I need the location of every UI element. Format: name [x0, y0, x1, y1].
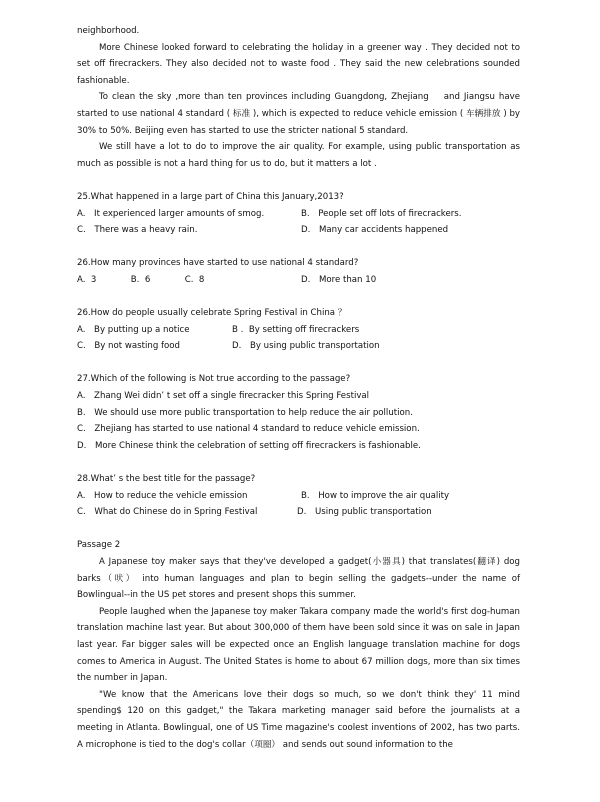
option: B. People set off lots of firecrackers.	[301, 208, 462, 219]
option: C. There was a heavy rain.	[77, 225, 198, 236]
option-row	[77, 338, 520, 355]
option-row	[77, 488, 520, 505]
option-row	[77, 322, 520, 339]
option: B . By setting off firecrackers	[232, 324, 360, 335]
question-stem: 26.How do people usually celebrate Spring Festival in China ？	[77, 308, 347, 319]
passage2-paragraph: "We know that the Americans love their dogs so much, so we don't think they' 11 mind spending$ 120 on this gadget," the Takara marketing manager said before the journalists at a meeting in Atlanta. Bowlingual, one of US Time magazine's coolest inventions of 2002, has two parts. A microphone is tied to the dog's collar（项圈） and sends out sound information to the	[77, 689, 520, 750]
option: C. By not wasting food	[77, 341, 181, 352]
passage1-paragraph: We still have a lot to do to improve the air quality. For example, using public transportation as much as possible is not a hard thing for us to do, but it matters a lot .	[77, 142, 520, 169]
option: B. How to improve the air quality	[301, 490, 450, 501]
option: A. 3 B. 6 C. 8	[77, 274, 205, 285]
option-line: D. More Chinese think the celebration of setting off firecrackers is fashionable.	[77, 440, 421, 451]
option-row	[77, 222, 520, 239]
question-stem: 27.Which of the following is Not true according to the passage?	[77, 374, 351, 385]
passage2-paragraph: A Japanese toy maker says that they've developed a gadget(小器具) that translates(翻译) dog barks（吠） into human languages and plan to begin selling the gadgets--under the name of Bowlingual--in the US pet stores and present shops this summer.	[77, 557, 520, 601]
option-line: A. Zhang Wei didn’ t set off a single firecracker this Spring Festival	[77, 391, 370, 402]
passage1-lead: neighborhood.	[77, 26, 140, 36]
option: D. Many car accidents happened	[301, 225, 449, 236]
passage1-paragraph: To clean the sky ,more than ten provinces including Guangdong, Zhejiang and Jiangsu have started to use national 4 standard ( 标准 ), which is expected to reduce vehicle emission ( 车辆排放 ) by 30% to 50%. Beijing even has started to use the stricter national 5 standard.	[77, 92, 520, 136]
option: A. It experienced larger amounts of smog.	[77, 208, 265, 219]
option: D. By using public transportation	[232, 341, 380, 352]
passage2-paragraph: People laughed when the Japanese toy maker Takara company made the world's first dog-human translation machine last year. But about 300,000 of them have been sold since it was on sale in Japan last year. Far bigger sales will be expected once an English language translation machine for dogs comes to America in August. The United States is home to about 67 million dogs, more than six times the number in Japan.	[77, 606, 520, 684]
passage2-heading: Passage 2	[77, 540, 121, 551]
option-row	[77, 504, 520, 521]
question-stem: 25.What happened in a large part of China this January,2013?	[77, 191, 344, 202]
option-line: C. Zhejiang has started to use national 4 standard to reduce vehicle emission.	[77, 424, 420, 435]
document-page	[77, 23, 520, 753]
option: A. By putting up a notice	[77, 324, 190, 335]
question-stem: 26.How many provinces have started to use national 4 standard?	[77, 258, 359, 269]
option: A. How to reduce the vehicle emission	[77, 490, 248, 501]
option: C. What do Chinese do in Spring Festival	[77, 507, 258, 518]
option: D. Using public transportation	[297, 507, 432, 518]
option: D. More than 10	[301, 274, 377, 285]
option-row	[77, 272, 520, 289]
option-line: B. We should use more public transportation to help reduce the air pollution.	[77, 407, 413, 418]
question-stem: 28.What’ s the best title for the passage?	[77, 474, 256, 485]
passage1-paragraph: More Chinese looked forward to celebrating the holiday in a greener way . They decided not to set off firecrackers. They also decided not to waste food . They said the new celebrations sounded fashionable.	[77, 42, 520, 86]
option-row	[77, 206, 520, 223]
